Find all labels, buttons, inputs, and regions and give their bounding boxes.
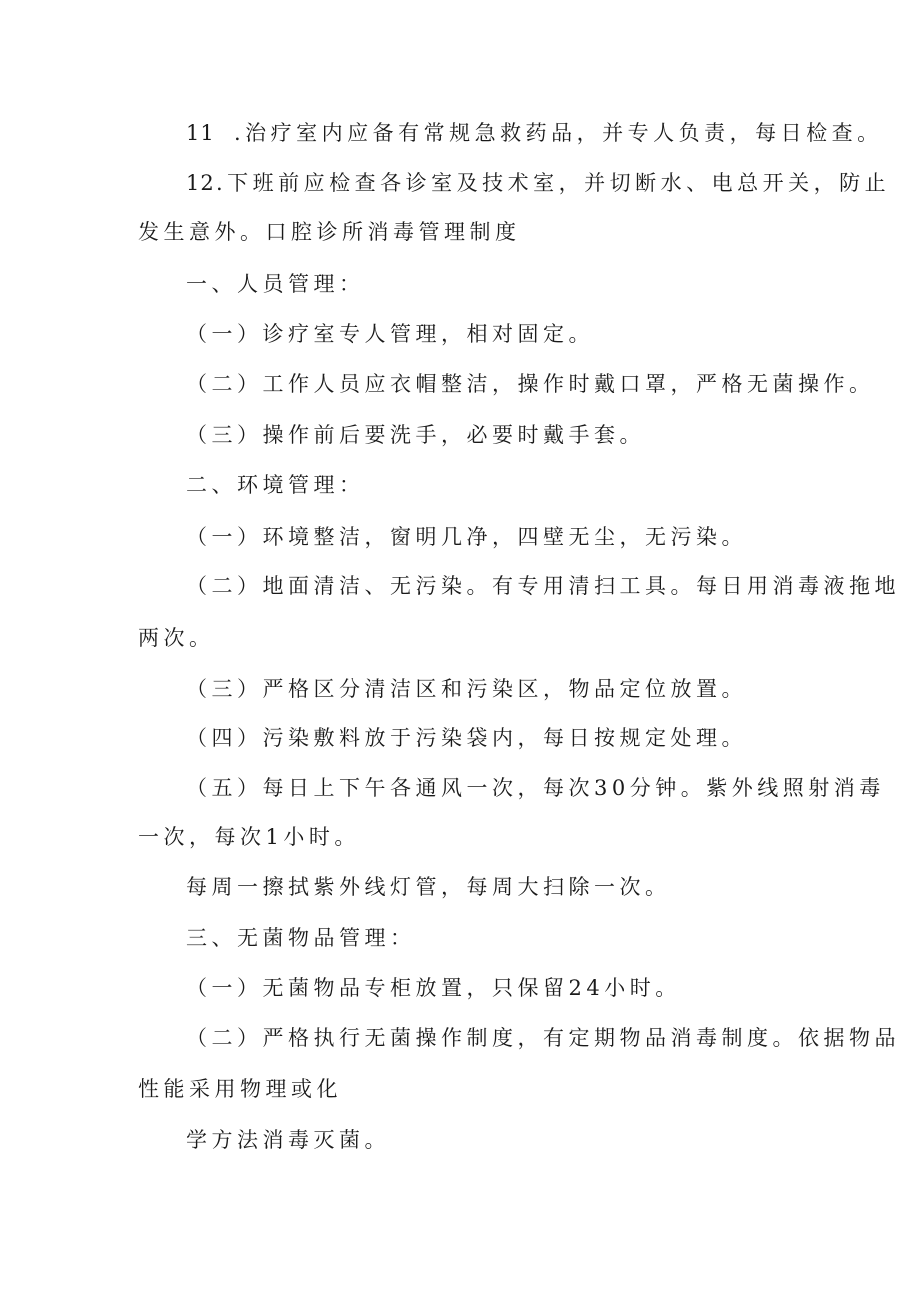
rule-number: 11: [186, 121, 215, 145]
paragraph-line: 两次。: [138, 626, 215, 650]
paragraph-line: （三）操作前后要洗手，必要时戴手套。: [186, 423, 645, 447]
rule-number: 12: [186, 171, 215, 195]
paragraph-line: （四）污染敷料放于污染袋内，每日按规定处理。: [186, 726, 747, 750]
paragraph-line: 每周一擦拭紫外线灯管，每周大扫除一次。: [186, 875, 671, 899]
paragraph-line: （二）地面清洁、无污染。有专用清扫工具。每日用消毒液拖地: [186, 574, 900, 598]
rule-11: [186, 119, 883, 147]
paragraph-line: （三）严格区分清洁区和污染区，物品定位放置。: [186, 677, 747, 701]
paragraph-line: （一）无菌物品专柜放置，只保留24小时。: [186, 976, 681, 1000]
rule-text: .下班前应检查各诊室及技术室，并切断水、电总开关，防止: [216, 171, 891, 195]
paragraph-line: 性能采用物理或化: [138, 1077, 342, 1101]
section-heading: 二、环境管理：: [186, 473, 365, 497]
section-heading: 一、人员管理：: [186, 272, 365, 296]
paragraph-line: 一次，每次1小时。: [138, 825, 360, 849]
paragraph-line: （一）诊疗室专人管理，相对固定。: [186, 322, 594, 346]
paragraph-line: 学方法消毒灭菌。: [186, 1128, 390, 1152]
paragraph-line: 发生意外。口腔诊所消毒管理制度: [138, 220, 521, 244]
paragraph-line: （五）每日上下午各通风一次，每次30分钟。紫外线照射消毒: [186, 776, 885, 800]
paragraph-line: （二）严格执行无菌操作制度，有定期物品消毒制度。依据物品: [186, 1026, 900, 1050]
rule-text: .治疗室内应备有常规急救药品，并专人负责，每日检查。: [234, 121, 883, 145]
paragraph-line: （一）环境整洁，窗明几净，四壁无尘，无污染。: [186, 525, 747, 549]
rule-12: [186, 169, 890, 197]
paragraph-line: （二）工作人员应衣帽整洁，操作时戴口罩，严格无菌操作。: [186, 372, 875, 396]
section-heading: 三、无菌物品管理：: [186, 926, 416, 950]
